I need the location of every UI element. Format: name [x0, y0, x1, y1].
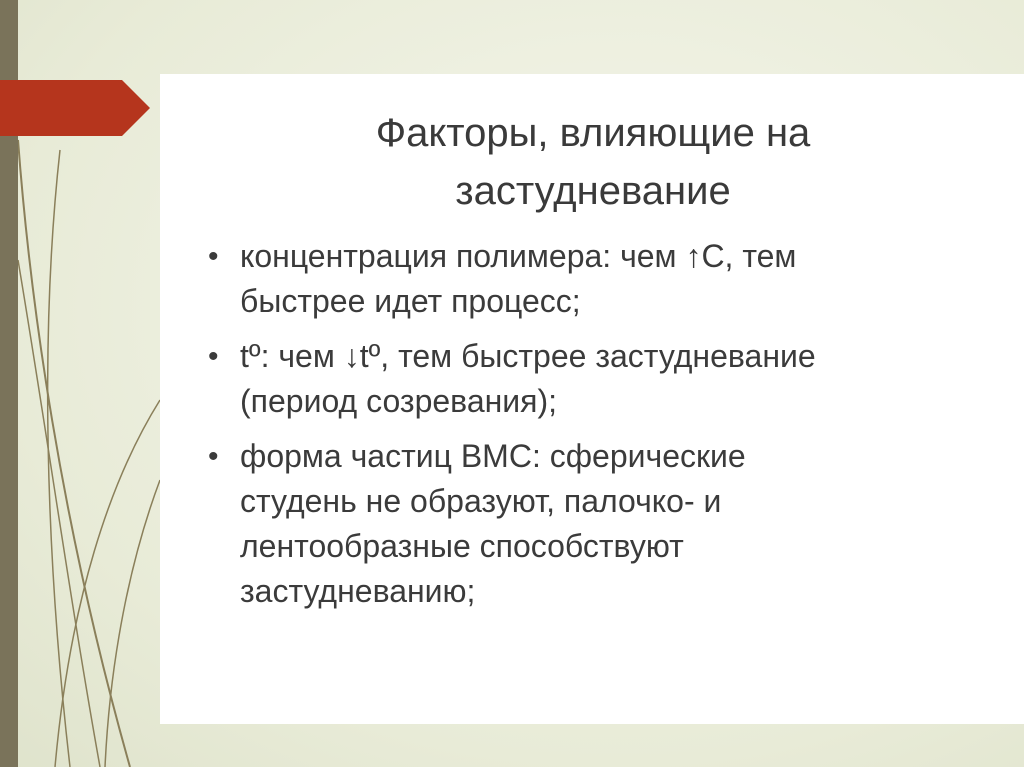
bullet-list [206, 234, 966, 624]
slide-title [160, 104, 1024, 220]
bullet-line: лентообразные способствуют [240, 528, 684, 564]
bullet-line: форма частиц ВМС: сферические [240, 438, 746, 474]
bullet-line: быстрее идет процесс; [240, 283, 581, 319]
bullet-marker: • [208, 440, 219, 473]
bullet-line: tº: чем ↓tº, тем быстрее застудневание [240, 338, 816, 374]
bullet-line: застудневанию; [240, 573, 476, 609]
red-arrow-tab [0, 80, 150, 136]
bullet-marker: • [208, 340, 219, 373]
bullet-marker: • [208, 240, 219, 273]
bullet-line: (период созревания); [240, 383, 558, 419]
bullet-item-temperature [206, 334, 966, 424]
title-line-1: Факторы, влияющие на [375, 111, 811, 155]
title-line-2: застудневание [455, 169, 731, 213]
bullet-item-concentration [206, 234, 966, 324]
bullet-line: концентрация полимера: чем ↑С, тем [240, 238, 797, 274]
bullet-line: студень не образуют, палочко- и [240, 483, 722, 519]
bullet-item-particle-shape [206, 434, 966, 614]
